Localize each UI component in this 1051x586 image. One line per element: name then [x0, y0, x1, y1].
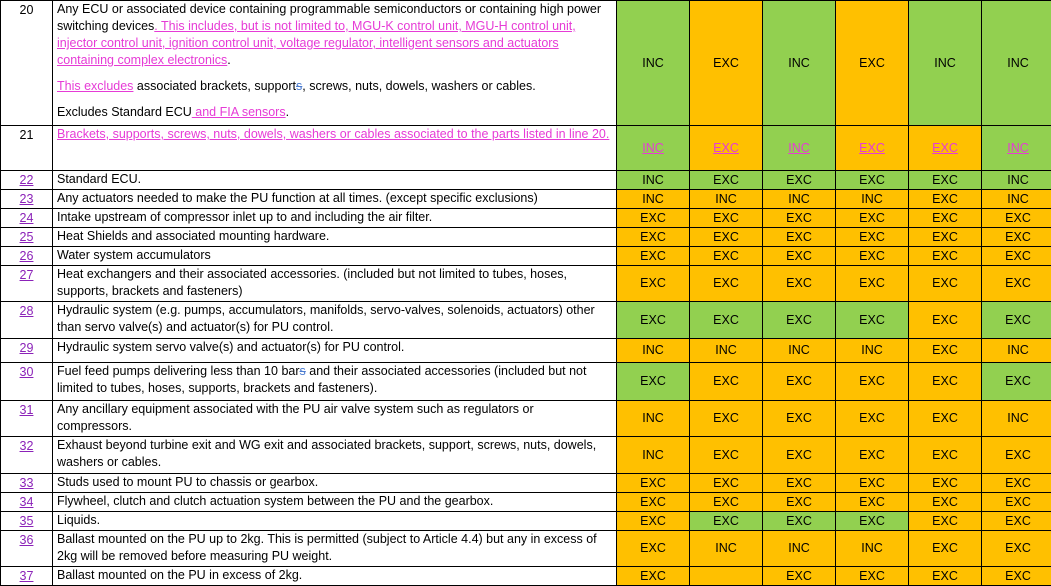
row-description [53, 363, 617, 401]
value-cell: EXC [836, 437, 909, 474]
value-cell: INC [690, 531, 763, 567]
value-cell: EXC [909, 190, 982, 209]
value-cell: INC [982, 339, 1051, 363]
value-cell: INC [617, 190, 690, 209]
value-cell: EXC [909, 493, 982, 512]
value-cell: INC [617, 339, 690, 363]
value-cell: EXC [690, 302, 763, 339]
value-cell: EXC [836, 126, 909, 171]
table-row [1, 190, 1051, 209]
value-cell: EXC [690, 474, 763, 493]
row-description: Any ancillary equipment associated with the PU air valve system such as regulators or compressors. [53, 401, 617, 437]
value-cell: EXC [617, 567, 690, 586]
desc-text: Any ECU or associated device containing programmable semiconductors or containing high power switching devices [57, 2, 601, 33]
value-cell: EXC [909, 363, 982, 401]
row-description: Ballast mounted on the PU up to 2kg. This is permitted (subject to Article 4.4) but any in excess of 2kg will be removed before measuring PU weight. [53, 531, 617, 567]
value-cell: EXC [909, 302, 982, 339]
value-cell: INC [617, 126, 690, 171]
table-row [1, 171, 1051, 190]
table-row [1, 531, 1051, 567]
value-cell: EXC [763, 512, 836, 531]
value-cell: EXC [909, 228, 982, 247]
value-cell: EXC [690, 247, 763, 266]
deleted-text: s [300, 364, 306, 378]
row-description [53, 126, 617, 171]
value-cell: EXC [909, 126, 982, 171]
row-number-link[interactable]: 27 [1, 266, 53, 302]
desc-text: . [286, 105, 289, 119]
value-cell [690, 567, 763, 586]
value-cell: EXC [982, 228, 1051, 247]
value-cell: EXC [690, 437, 763, 474]
value-cell: EXC [836, 567, 909, 586]
value-cell: EXC [909, 339, 982, 363]
value-cell: EXC [763, 493, 836, 512]
value-cell: EXC [763, 209, 836, 228]
value-cell: EXC [982, 474, 1051, 493]
inserted-text: and FIA sensors [192, 105, 286, 119]
row-number-link[interactable]: 22 [1, 171, 53, 190]
row-number-link[interactable]: 25 [1, 228, 53, 247]
value-cell: EXC [836, 209, 909, 228]
value-cell: EXC [982, 531, 1051, 567]
table-row [1, 363, 1051, 401]
value-cell: EXC [617, 302, 690, 339]
table-row [1, 474, 1051, 493]
value-cell: EXC [982, 266, 1051, 302]
value-cell: INC [690, 190, 763, 209]
row-description: Hydraulic system servo valve(s) and actuator(s) for PU control. [53, 339, 617, 363]
value-cell: EXC [763, 266, 836, 302]
table-row [1, 567, 1051, 586]
row-description: Studs used to mount PU to chassis or gearbox. [53, 474, 617, 493]
value-cell: EXC [909, 401, 982, 437]
value-cell: INC [836, 339, 909, 363]
table-row [1, 247, 1051, 266]
desc-text: . [227, 53, 230, 67]
table-row [1, 401, 1051, 437]
row-description: Heat exchangers and their associated accessories. (included but not limited to tubes, hoses, supports, brackets and fasteners) [53, 266, 617, 302]
row-number-link[interactable]: 32 [1, 437, 53, 474]
value-cell: EXC [690, 171, 763, 190]
row-number-link[interactable]: 33 [1, 474, 53, 493]
value-cell: EXC [617, 363, 690, 401]
row-number: 20 [1, 1, 53, 126]
value-cell: INC [763, 531, 836, 567]
inserted-text: This excludes [57, 79, 133, 93]
table-row [1, 266, 1051, 302]
value-cell: INC [982, 190, 1051, 209]
value-cell: EXC [763, 247, 836, 266]
inserted-text: Brackets, supports, screws, nuts, dowels, washers or cables associated to the parts listed in line 20. [57, 127, 609, 141]
row-number-link[interactable]: 23 [1, 190, 53, 209]
value-cell: EXC [763, 171, 836, 190]
row-number-link[interactable]: 30 [1, 363, 53, 401]
value-cell: EXC [617, 266, 690, 302]
value-cell: EXC [763, 474, 836, 493]
value-cell: INC [909, 1, 982, 126]
value-cell: EXC [617, 531, 690, 567]
row-description: Heat Shields and associated mounting hardware. [53, 228, 617, 247]
row-description: Standard ECU. [53, 171, 617, 190]
value-cell: INC [690, 339, 763, 363]
table-row [1, 126, 1051, 171]
value-cell: EXC [763, 228, 836, 247]
value-cell: INC [763, 339, 836, 363]
row-number-link[interactable]: 34 [1, 493, 53, 512]
value-cell: INC [617, 171, 690, 190]
desc-text: , screws, nuts, dowels, washers or cables. [302, 79, 535, 93]
row-description: Hydraulic system (e.g. pumps, accumulators, manifolds, servo-valves, solenoids, actuators) other than servo valve(s) and actuator(s) for PU control. [53, 302, 617, 339]
value-cell: EXC [836, 512, 909, 531]
value-cell: EXC [690, 512, 763, 531]
table-row [1, 437, 1051, 474]
value-cell: EXC [909, 247, 982, 266]
row-description [53, 1, 617, 126]
row-number-link[interactable]: 31 [1, 401, 53, 437]
row-description: Ballast mounted on the PU in excess of 2kg. [53, 567, 617, 586]
row-description: Liquids. [53, 512, 617, 531]
value-cell: EXC [909, 437, 982, 474]
value-cell: EXC [617, 247, 690, 266]
row-number-link[interactable]: 24 [1, 209, 53, 228]
value-cell: EXC [690, 209, 763, 228]
desc-text: associated brackets, support [133, 79, 296, 93]
row-number-link[interactable]: 36 [1, 531, 53, 567]
desc-text: Excludes Standard ECU [57, 105, 192, 119]
value-cell: EXC [982, 567, 1051, 586]
value-cell: INC [763, 126, 836, 171]
value-cell: EXC [690, 363, 763, 401]
value-cell: EXC [690, 266, 763, 302]
value-cell: EXC [690, 126, 763, 171]
value-cell: EXC [909, 531, 982, 567]
row-number-link[interactable]: 37 [1, 567, 53, 586]
value-cell: INC [982, 401, 1051, 437]
value-cell: INC [617, 401, 690, 437]
value-cell: EXC [617, 209, 690, 228]
value-cell: EXC [617, 493, 690, 512]
table-row [1, 339, 1051, 363]
value-cell: EXC [617, 512, 690, 531]
value-cell: INC [617, 437, 690, 474]
desc-text: Fuel feed pumps delivering less than 10 bar [57, 364, 300, 378]
value-cell: EXC [836, 474, 909, 493]
value-cell: INC [836, 190, 909, 209]
desc-text: and their associated accessories (included but not limited to tubes, hoses, supports, brackets and fasteners). [57, 364, 587, 395]
value-cell: EXC [617, 228, 690, 247]
value-cell: EXC [690, 493, 763, 512]
value-cell: EXC [836, 1, 909, 126]
table-row [1, 209, 1051, 228]
value-cell: EXC [836, 302, 909, 339]
row-description: Flywheel, clutch and clutch actuation system between the PU and the gearbox. [53, 493, 617, 512]
value-cell: EXC [836, 228, 909, 247]
value-cell: EXC [909, 209, 982, 228]
value-cell: INC [982, 1, 1051, 126]
value-cell: EXC [982, 437, 1051, 474]
table-row [1, 512, 1051, 531]
row-number-link[interactable]: 35 [1, 512, 53, 531]
value-cell: INC [617, 1, 690, 126]
value-cell: INC [982, 126, 1051, 171]
row-description: Exhaust beyond turbine exit and WG exit and associated brackets, support, screws, nuts, dowels, washers or cables. [53, 437, 617, 474]
value-cell: EXC [836, 247, 909, 266]
value-cell: EXC [909, 474, 982, 493]
value-cell: EXC [982, 493, 1051, 512]
value-cell: EXC [836, 266, 909, 302]
value-cell: EXC [982, 247, 1051, 266]
row-description: Intake upstream of compressor inlet up to and including the air filter. [53, 209, 617, 228]
value-cell: EXC [982, 302, 1051, 339]
row-description: Water system accumulators [53, 247, 617, 266]
value-cell: EXC [763, 363, 836, 401]
value-cell: EXC [690, 228, 763, 247]
table-row [1, 302, 1051, 339]
value-cell: EXC [763, 401, 836, 437]
value-cell: EXC [763, 302, 836, 339]
table-row [1, 493, 1051, 512]
value-cell: EXC [690, 1, 763, 126]
value-cell: EXC [909, 266, 982, 302]
row-description: Any actuators needed to make the PU function at all times. (except specific exclusions) [53, 190, 617, 209]
row-number-link[interactable]: 26 [1, 247, 53, 266]
value-cell: EXC [836, 171, 909, 190]
table-row [1, 1, 1051, 126]
value-cell: EXC [836, 493, 909, 512]
value-cell: INC [982, 171, 1051, 190]
value-cell: EXC [982, 363, 1051, 401]
value-cell: EXC [836, 401, 909, 437]
value-cell: INC [763, 1, 836, 126]
value-cell: EXC [909, 171, 982, 190]
row-number: 21 [1, 126, 53, 171]
value-cell: EXC [763, 567, 836, 586]
inserted-text: . This includes, but is not limited to, MGU-K control unit, MGU-H control unit, injector control unit, ignition control unit, voltage regulator, intelligent sensors and actuators containing complex electronics [57, 19, 576, 67]
value-cell: EXC [617, 474, 690, 493]
value-cell: EXC [982, 512, 1051, 531]
deleted-text: s [296, 79, 302, 93]
value-cell: EXC [836, 363, 909, 401]
value-cell: INC [836, 531, 909, 567]
value-cell: EXC [909, 567, 982, 586]
row-number-link[interactable]: 28 [1, 302, 53, 339]
value-cell: EXC [909, 512, 982, 531]
value-cell: EXC [763, 437, 836, 474]
table-row [1, 228, 1051, 247]
value-cell: EXC [690, 401, 763, 437]
value-cell: EXC [982, 209, 1051, 228]
value-cell: INC [763, 190, 836, 209]
row-number-link[interactable]: 29 [1, 339, 53, 363]
